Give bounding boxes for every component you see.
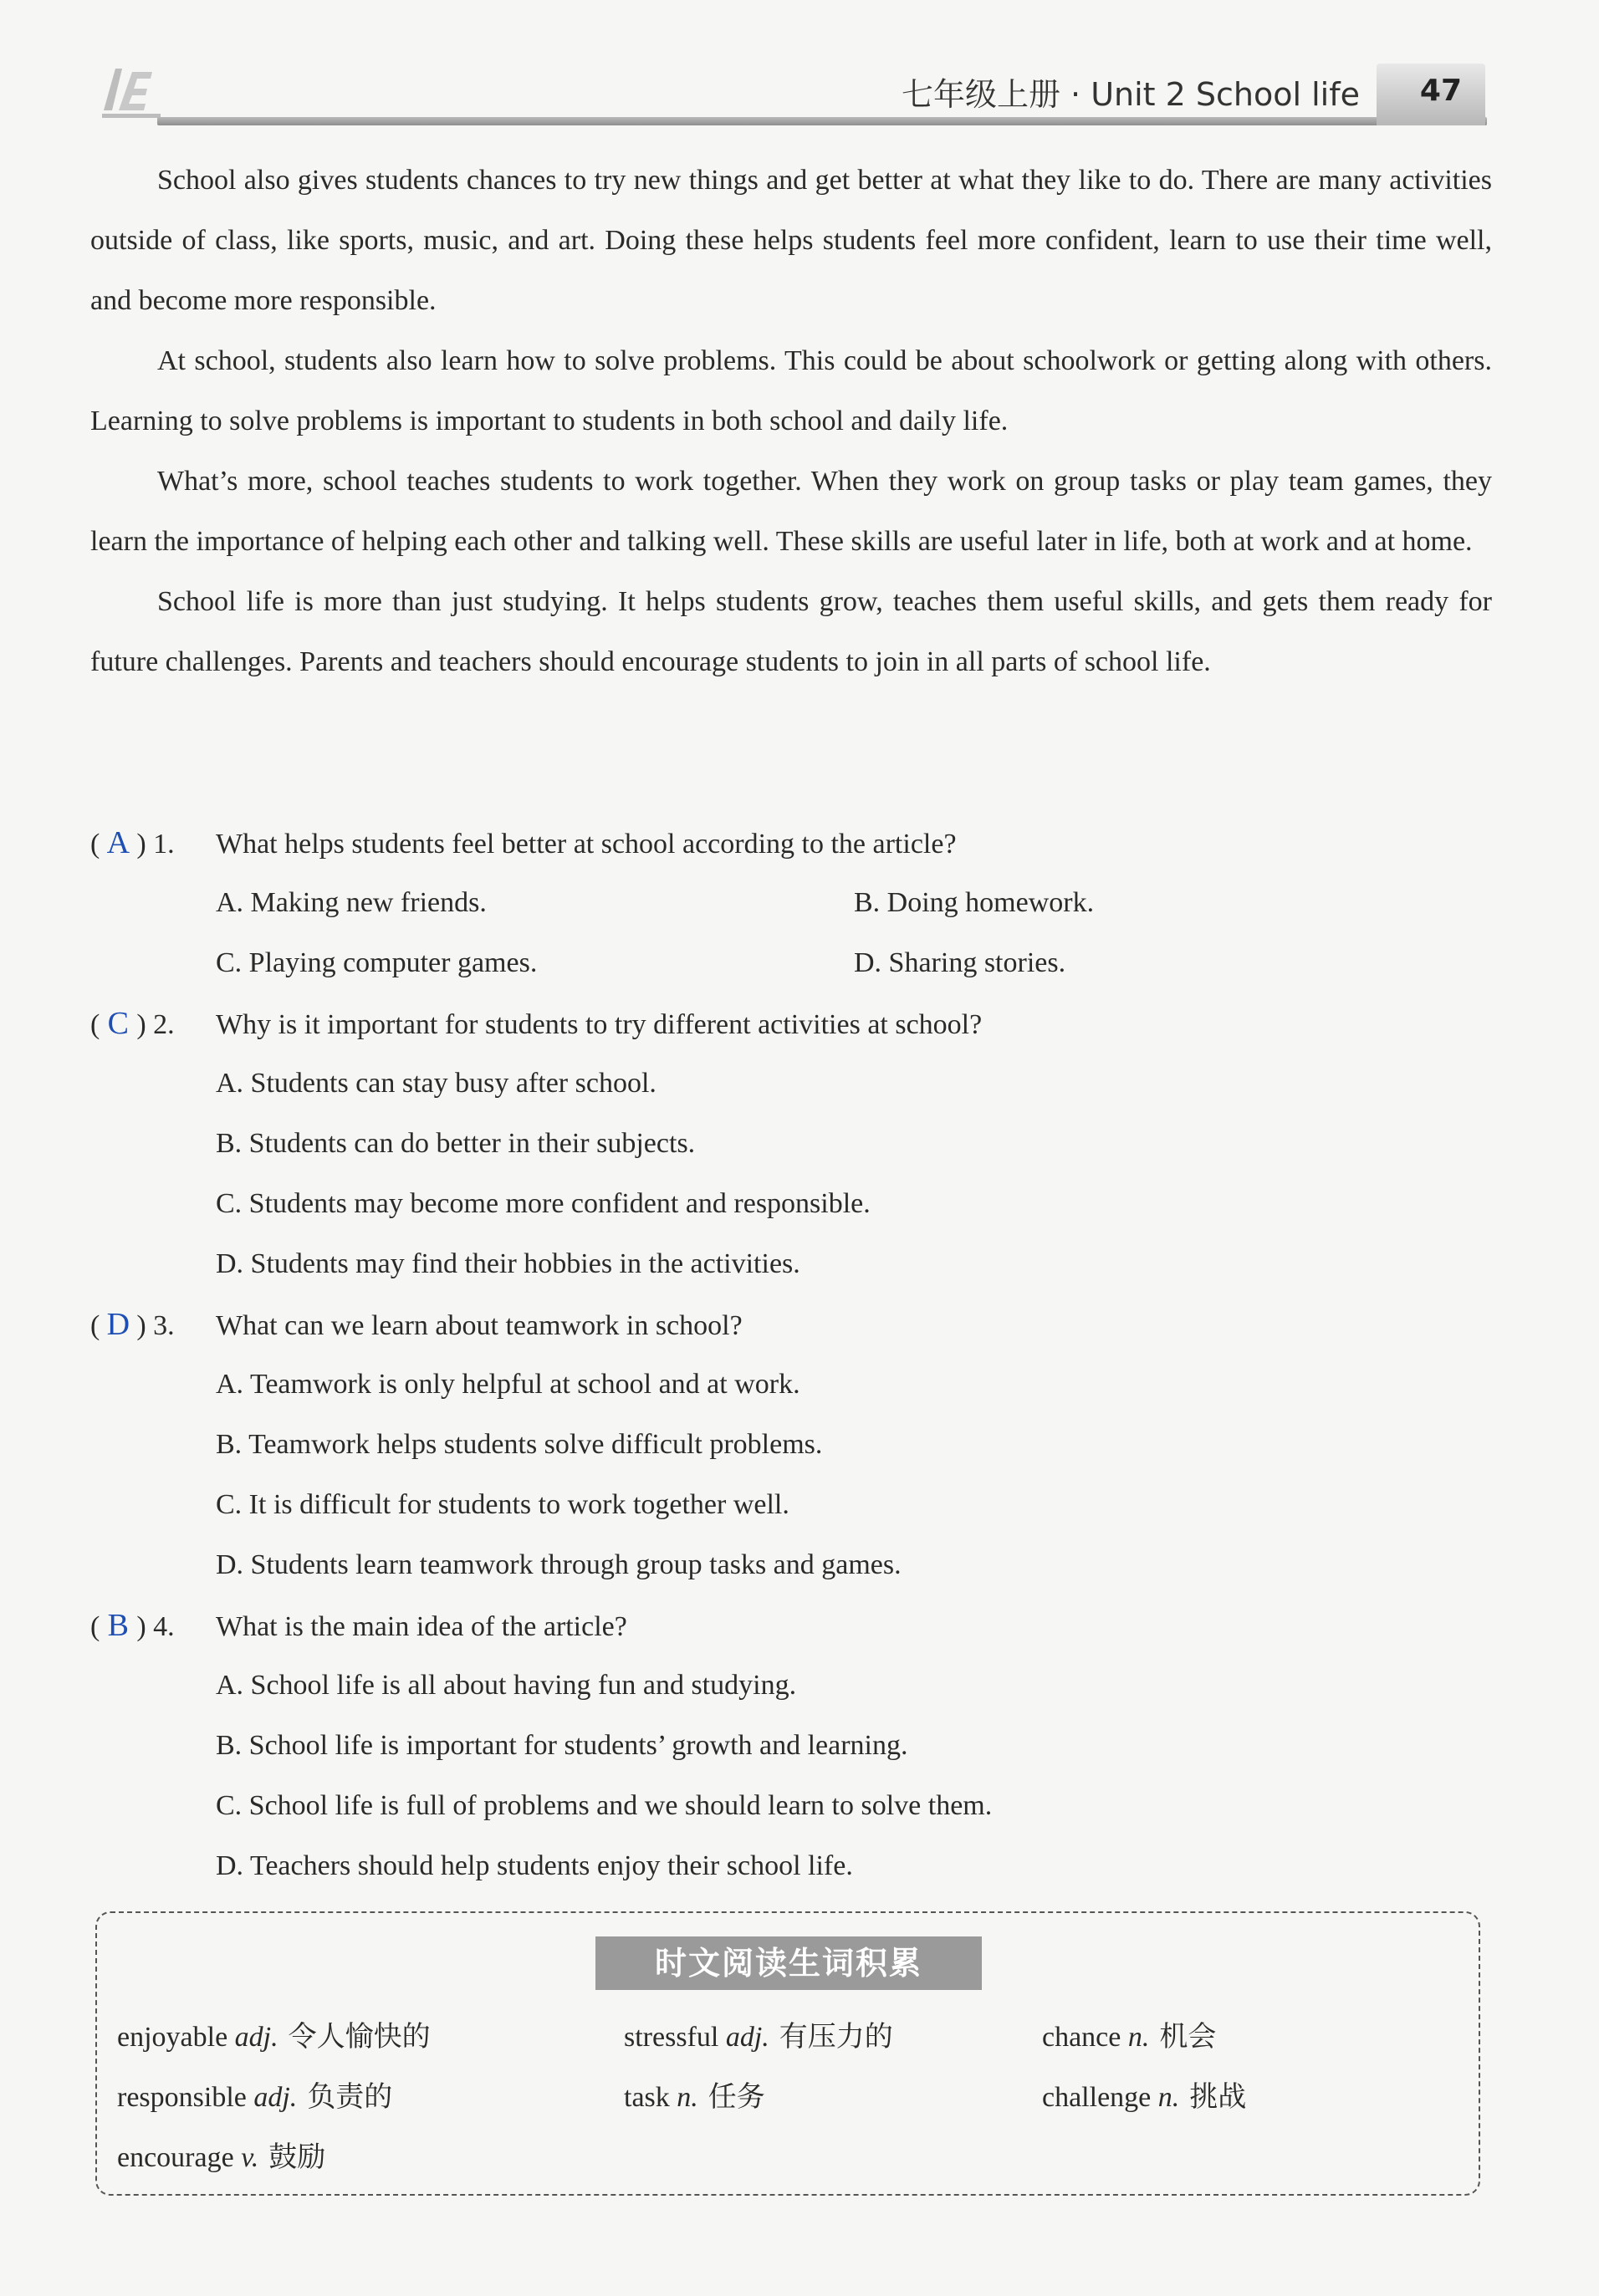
answer-letter: B [107,1608,129,1643]
article-body [90,151,1492,692]
question-3 [90,1294,1492,1595]
vocab-word: task [624,2082,670,2113]
question-number: 1. [153,829,175,860]
vocab-item [624,2007,1042,2067]
vocab-pos: adj. [253,2082,298,2113]
answer-bracket: ( A ) 1. [90,813,216,875]
vocab-word: encourage [117,2142,234,2173]
option-b: B. School life is important for students’ growth and learning. [216,1730,908,1761]
article-paragraph: School life is more than just studying. It helps students grow, teaches them useful skills, and gets them ready for future challenges. Parents and teachers should encourage students to join in all parts of school life. [90,586,1492,677]
vocab-meaning: 有压力的 [779,2020,893,2054]
header-rule [157,117,1487,125]
option-d: D. Students may find their hobbies in the activities. [216,1248,800,1279]
vocab-word: chance [1042,2022,1121,2053]
vocab-word: enjoyable [117,2022,228,2053]
vocab-word: challenge [1042,2082,1152,2113]
running-title: 七年级上册 · Unit 2 School life [901,76,1360,113]
vocab-item [117,2067,624,2127]
question-number: 4. [153,1611,175,1642]
answer-bracket: ( D ) 3. [90,1294,216,1356]
option-row [90,933,1492,993]
answer-letter: A [106,825,130,860]
vocabulary-row [117,2067,1455,2127]
vocab-item [1042,2007,1455,2067]
vocabulary-title: 时文阅读生词积累 [595,1936,982,1990]
page-number: 47 [1419,74,1462,108]
article-paragraph: School also gives students chances to try new things and get better at what they like to do. There are many activities outside of class, like sports, music, and art. Doing these helps students feel more confident, learn to use their time well, and become more responsible. [90,165,1492,316]
vocabulary-grid [117,2007,1455,2187]
vocab-pos: adj. [725,2022,769,2053]
vocab-pos: v. [241,2142,259,2173]
option-c: C. It is difficult for students to work together well. [216,1489,789,1520]
question-list [90,813,1492,1896]
option-row [90,873,1492,933]
option-a: A. Students can stay busy after school. [216,1068,656,1099]
vocabulary-box [95,1911,1480,2196]
question-text: What is the main idea of the article? [216,1611,627,1642]
vocab-item [624,2067,1042,2127]
option-c: C. School life is full of problems and we should learn to solve them. [216,1790,993,1821]
vocab-pos: adj. [234,2022,278,2053]
option-a: A. Making new friends. [216,887,487,918]
question-text: What helps students feel better at school according to the article? [216,829,957,860]
vocab-meaning: 负责的 [307,2080,393,2114]
option-a: A. Teamwork is only helpful at school and at work. [216,1369,800,1400]
option-d: D. Students learn teamwork through group tasks and games. [216,1549,902,1580]
vocabulary-row [117,2007,1455,2067]
option-b: B. Doing homework. [854,887,1095,918]
option-b: B. Students can do better in their subjects. [216,1128,696,1159]
vocab-meaning: 鼓励 [268,2140,326,2174]
vocab-word: responsible [117,2082,247,2113]
vocab-meaning: 机会 [1159,2020,1217,2054]
answer-letter: D [106,1307,130,1342]
question-stem [90,1294,1492,1355]
question-stem [90,1595,1492,1656]
question-2 [90,993,1492,1294]
vocab-pos: n. [677,2082,698,2113]
article-paragraph: At school, students also learn how to solve problems. This could be about schoolwork or getting along with others. Learning to solve problems is important to students in both school and daily life. [90,345,1492,436]
option-d: D. Teachers should help students enjoy their school life. [216,1850,853,1881]
vocab-item [117,2007,624,2067]
option-d: D. Sharing stories. [854,947,1066,978]
question-1 [90,813,1492,993]
option-b: B. Teamwork helps students solve difficult problems. [216,1429,823,1460]
vocab-pos: n. [1127,2022,1150,2053]
question-4 [90,1595,1492,1896]
question-text: Why is it important for students to try different activities at school? [216,1009,983,1040]
question-text: What can we learn about teamwork in school? [216,1310,743,1341]
vocab-word: stressful [624,2022,719,2053]
answer-bracket: ( C ) 2. [90,993,216,1055]
answer-bracket: ( B ) 4. [90,1595,216,1657]
vocabulary-row [117,2127,1455,2187]
question-number: 3. [153,1310,175,1341]
option-a: A. School life is all about having fun and studying. [216,1670,797,1701]
vocab-item [1042,2067,1455,2127]
vocab-meaning: 挑战 [1189,2080,1247,2114]
question-number: 2. [153,1009,175,1040]
question-stem [90,993,1492,1054]
article-paragraph: What’s more, school teaches students to work together. When they work on group tasks or play team games, they learn the importance of helping each other and talking well. These skills are useful later in life, both at work and at home. [90,466,1492,557]
option-c: C. Students may become more confident and responsible. [216,1188,871,1219]
publisher-logo-icon [99,60,166,127]
page-header [90,57,1485,132]
vocab-item [117,2127,624,2187]
vocab-meaning: 令人愉快的 [288,2020,431,2054]
vocab-pos: n. [1157,2082,1180,2113]
option-c: C. Playing computer games. [216,947,538,978]
answer-letter: C [107,1006,129,1041]
question-stem [90,813,1492,873]
vocab-meaning: 任务 [708,2080,765,2114]
